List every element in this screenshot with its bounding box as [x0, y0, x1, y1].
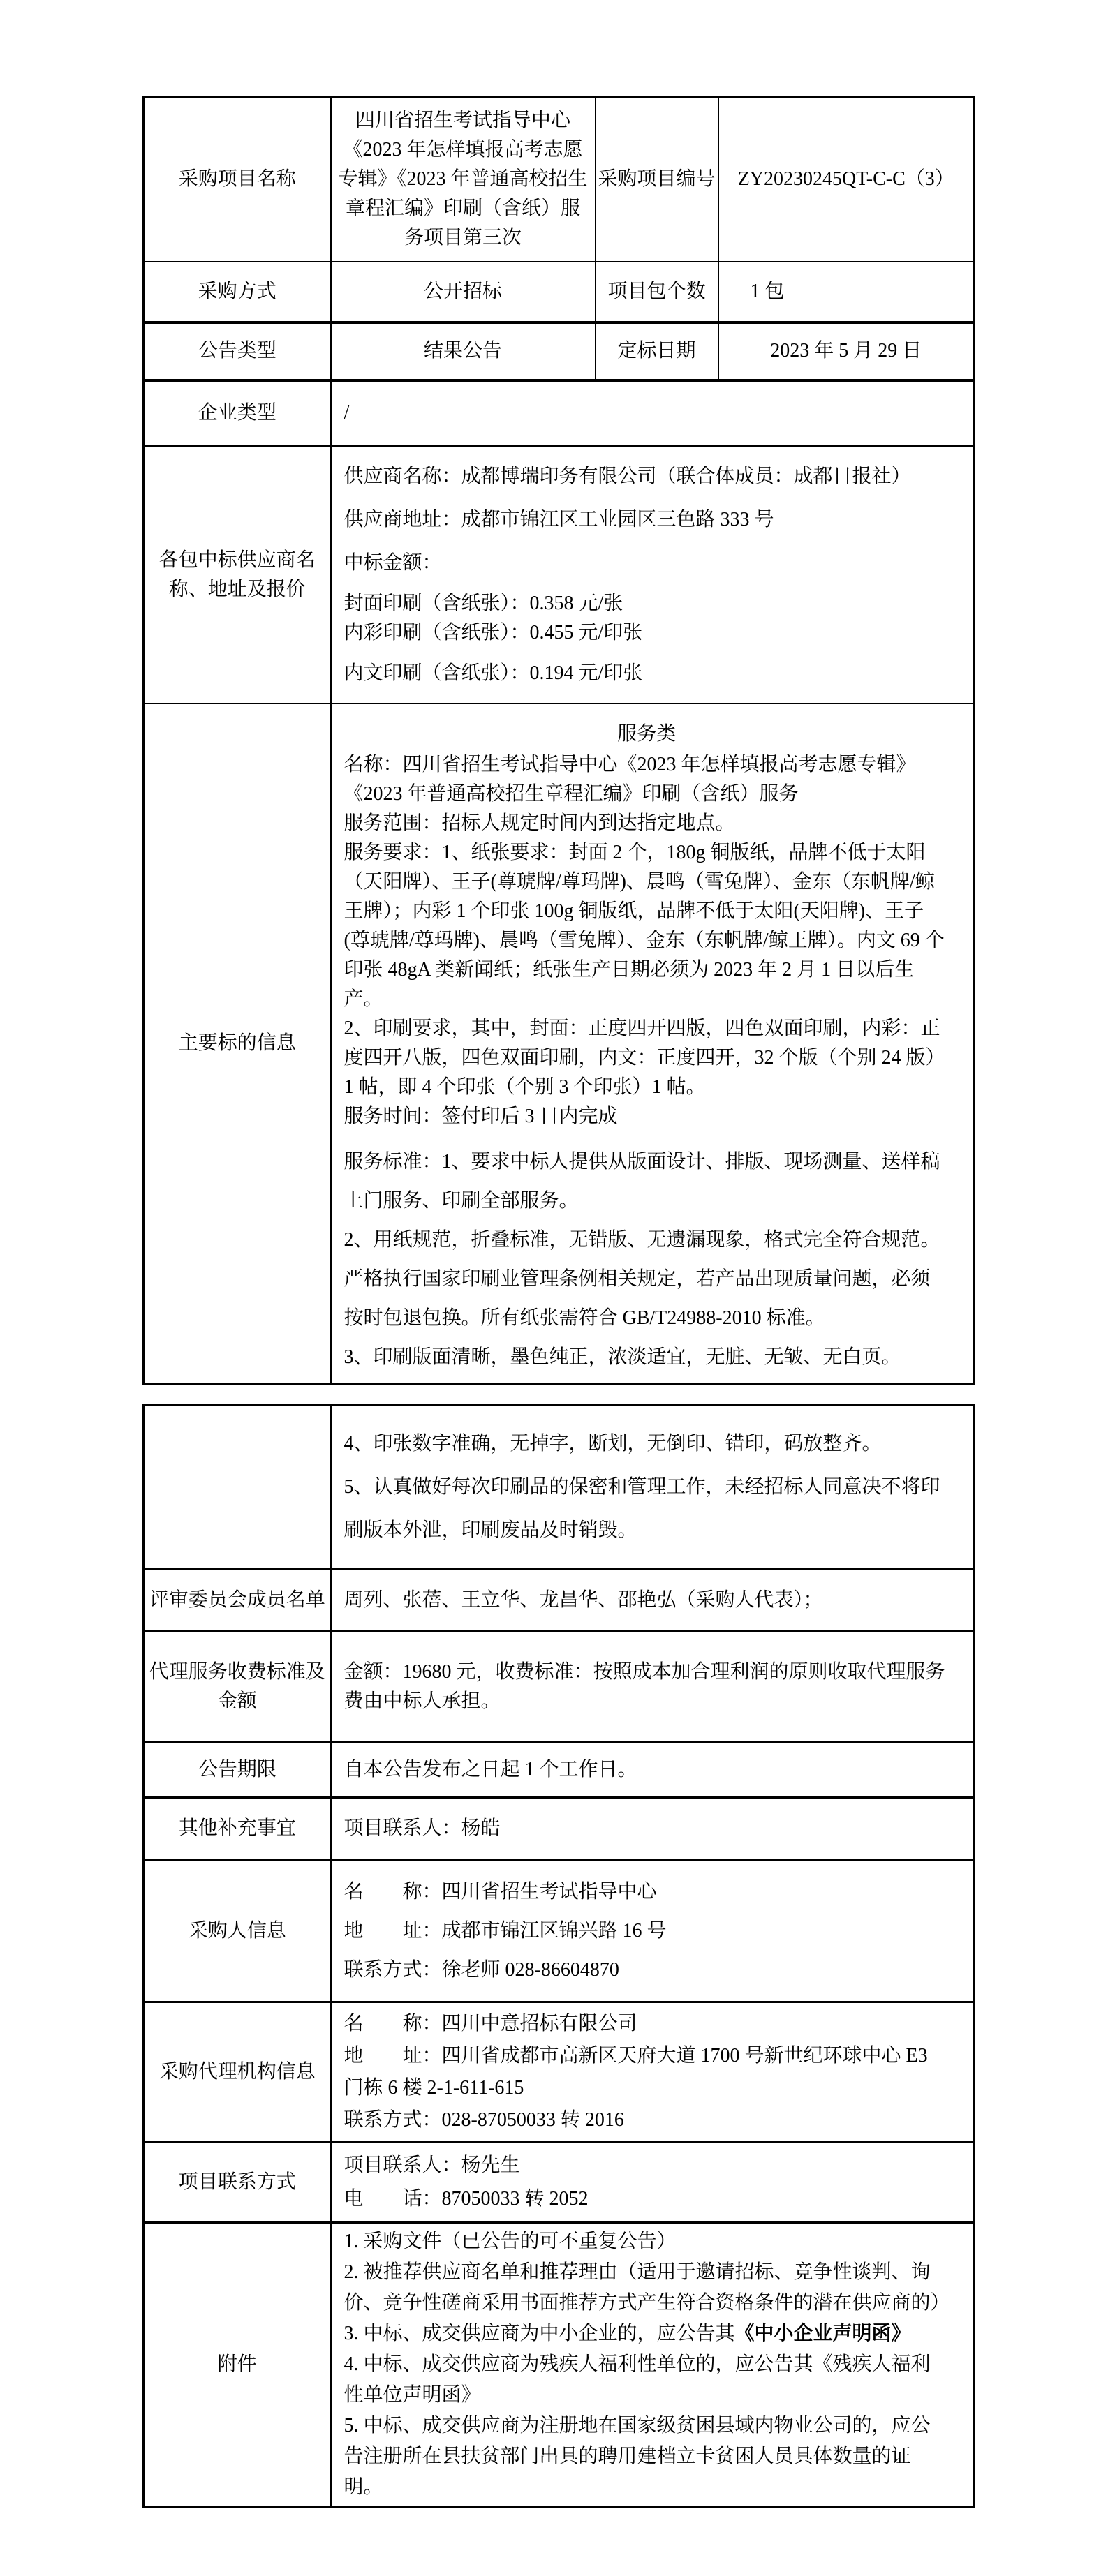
procurement-announcement-table-2: [142, 1404, 975, 2508]
cell-agency-fee-value: 金额：19680 元，收费标准：按照成本加合理利润的原则收取代理服务费由中标人承担。: [331, 1632, 975, 1743]
text-line: 项目联系人：杨先生: [344, 2154, 520, 2176]
cell-main-subject-info-continued: [331, 1406, 975, 1569]
cell-award-date-value: 2023 年 5 月 29 日: [718, 322, 975, 380]
cell-attachments-value: [331, 2223, 975, 2507]
cell-evaluation-committee-value: 周列、张蓓、王立华、龙昌华、邵艳弘（采购人代表）；: [331, 1569, 975, 1632]
cell-project-name-value: 四川省招生考试指导中心《2023 年怎样填报高考志愿专辑》《2023 年普通高校招生章程汇编》印刷（含纸）服务项目第三次: [331, 97, 596, 262]
attachment-item-3-bold: 《中小企业声明函》: [734, 2323, 911, 2344]
row-announcement-type: [144, 322, 975, 380]
cell-project-number-value: ZY20230245QT-C-C（3）: [718, 97, 975, 262]
cell-procurement-method-value: 公开招标: [331, 262, 596, 322]
cell-main-subject-info-value: [331, 703, 975, 1384]
label-purchaser-info: 采购人信息: [144, 1860, 331, 2002]
service-category-heading: 服务类: [617, 722, 677, 745]
row-project-contact: [144, 2142, 975, 2223]
label-winning-supplier: 各包中标供应商名称、地址及报价: [144, 446, 331, 703]
row-project-name: [144, 97, 975, 262]
cell-enterprise-type-value: /: [331, 380, 975, 446]
row-purchaser-info: [144, 1860, 975, 2002]
text-paragraph: 名称：四川省招生考试指导中心《2023 年怎样填报高考志愿专辑》《2023 年普通高校招生章程汇编》印刷（含纸）服务: [344, 753, 916, 805]
text-line: 电 话：87050033 转 2052: [344, 2187, 589, 2210]
cell-procurement-agency-info-value: [331, 2002, 975, 2142]
row-procurement-agency-info: [144, 2002, 975, 2142]
text-line: 名 称：四川中意招标有限公司: [344, 2012, 637, 2034]
text-paragraph: 3、印刷版面清晰，墨色纯正，浓淡适宜，无脏、无皱、无白页。: [344, 1346, 901, 1368]
label-agency-fee: 代理服务收费标准及金额: [144, 1632, 331, 1743]
text-line: 供应商名称：成都博瑞印务有限公司（联合体成员：成都日报社）: [344, 465, 911, 487]
text-line: 联系方式：028-87050033 转 2016: [344, 2108, 624, 2131]
text-line: 内彩印刷（含纸张）：0.455 元/印张: [344, 621, 643, 643]
cell-announcement-type-value: 结果公告: [331, 322, 596, 380]
label-package-count: 项目包个数: [596, 262, 718, 322]
text-line: 供应商地址：成都市锦江区工业园区三色路 333 号: [344, 508, 774, 530]
row-agency-fee: [144, 1632, 975, 1743]
text-line: 中标金额：: [344, 551, 442, 574]
label-enterprise-type: 企业类型: [144, 380, 331, 446]
label-other-supplementary: 其他补充事宜: [144, 1798, 331, 1860]
procurement-announcement-table-1: [142, 96, 975, 1385]
text-line: 地 址：成都市锦江区锦兴路 16 号: [344, 1919, 667, 1942]
label-project-contact: 项目联系方式: [144, 2142, 331, 2223]
label-award-date: 定标日期: [596, 322, 718, 380]
label-procurement-agency-info: 采购代理机构信息: [144, 2002, 331, 2142]
attachment-item: 4. 中标、成交供应商为残疾人福利性单位的，应公告其《残疾人福利性单位声明函》: [344, 2353, 931, 2406]
text-line: 地 址：四川省成都市高新区天府大道 1700 号新世纪环球中心 E3 门栋 6 楼 2-1-611-615: [344, 2044, 928, 2099]
label-empty-continuation: [144, 1406, 331, 1569]
row-main-subject-info-continued: [144, 1406, 975, 1569]
cell-winning-supplier-value: [331, 446, 975, 703]
attachment-item: 5. 中标、成交供应商为注册地在国家级贫困县域内物业公司的，应公告注册所在县扶贫部门出具的聘用建档立卡贫困人员具体数量的证明。: [344, 2415, 931, 2498]
label-procurement-method: 采购方式: [144, 262, 331, 322]
row-attachments: [144, 2223, 975, 2507]
text-paragraph: 服务时间：签付印后 3 日内完成: [344, 1105, 618, 1127]
row-enterprise-type: [144, 380, 975, 446]
text-line: 4、印张数字准确，无掉字，断划，无倒印、错印，码放整齐。: [344, 1432, 882, 1454]
cell-other-supplementary-value: 项目联系人：杨皓: [331, 1798, 975, 1860]
cell-announcement-period-value: 自本公告发布之日起 1 个工作日。: [331, 1743, 975, 1798]
row-other-supplementary: [144, 1798, 975, 1860]
row-announcement-period: [144, 1743, 975, 1798]
row-winning-supplier: [144, 446, 975, 703]
cell-project-contact-value: [331, 2142, 975, 2223]
label-project-name: 采购项目名称: [144, 97, 331, 262]
text-line: 联系方式：徐老师 028-86604870: [344, 1958, 619, 1981]
attachment-item: 1. 采购文件（已公告的可不重复公告）: [344, 2231, 677, 2252]
row-procurement-method: [144, 262, 975, 322]
text-paragraph: 服务要求：1、纸张要求：封面 2 个，180g 铜版纸，品牌不低于太阳（天阳牌）、王子(尊琥牌/尊玛牌)、晨鸣（雪兔牌）、金东（东帆牌/鲸王牌）；内彩 1 个印张 100g 铜版纸，品牌不低于太阳(天阳牌)、王子(尊琥牌/尊玛牌)、晨鸣（雪兔牌）、金东（东帆牌/鲸王牌）。内文 69 个印张 48gA 类新闻纸；纸张生产日期必须为 2023 年 2 月 1 日以后生产。: [344, 841, 945, 1010]
cell-package-count-value: 1 包: [718, 262, 975, 322]
label-announcement-type: 公告类型: [144, 322, 331, 380]
row-evaluation-committee: [144, 1569, 975, 1632]
attachment-item-3-text: 3. 中标、成交供应商为中小企业的，应公告其: [344, 2323, 735, 2344]
label-announcement-period: 公告期限: [144, 1743, 331, 1798]
label-main-subject-info: 主要标的信息: [144, 703, 331, 1384]
text-paragraph: 2、用纸规范，折叠标准，无错版、无遗漏现象，格式完全符合规范。严格执行国家印刷业管理条例相关规定，若产品出现质量问题，必须按时包退包换。所有纸张需符合 GB/T24988-2010 标准。: [344, 1228, 940, 1329]
label-attachments: 附件: [144, 2223, 331, 2507]
text-paragraph: 服务范围：招标人规定时间内到达指定地点。: [344, 812, 735, 834]
text-line: 5、认真做好每次印刷品的保密和管理工作，未经招标人同意决不将印刷版本外泄，印刷废品及时销毁。: [344, 1475, 940, 1541]
text-paragraph: 服务标准：1、要求中标人提供从版面设计、排版、现场测量、送样稿上门服务、印刷全部服务。: [344, 1150, 940, 1212]
attachment-item: 2. 被推荐供应商名单和推荐理由（适用于邀请招标、竞争性谈判、询价、竞争性磋商采用书面推荐方式产生符合资格条件的潜在供应商的）: [344, 2261, 950, 2314]
text-line: 内文印刷（含纸张）：0.194 元/印张: [344, 662, 643, 684]
text-line: 名 称：四川省招生考试指导中心: [344, 1880, 657, 1903]
label-evaluation-committee: 评审委员会成员名单: [144, 1569, 331, 1632]
text-line: 封面印刷（含纸张）：0.358 元/张: [344, 592, 623, 614]
attachment-item: [344, 2318, 950, 2349]
cell-purchaser-info-value: [331, 1860, 975, 2002]
label-project-number: 采购项目编号: [596, 97, 718, 262]
text-paragraph: 2、印刷要求，其中，封面：正度四开四版，四色双面印刷，内彩：正度四开八版，四色双面印刷，内文：正度四开，32 个版（个别 24 版）1 帖，即 4 个印张（个别 3 个印张）1 帖。: [344, 1017, 945, 1098]
row-main-subject-info: [144, 703, 975, 1384]
